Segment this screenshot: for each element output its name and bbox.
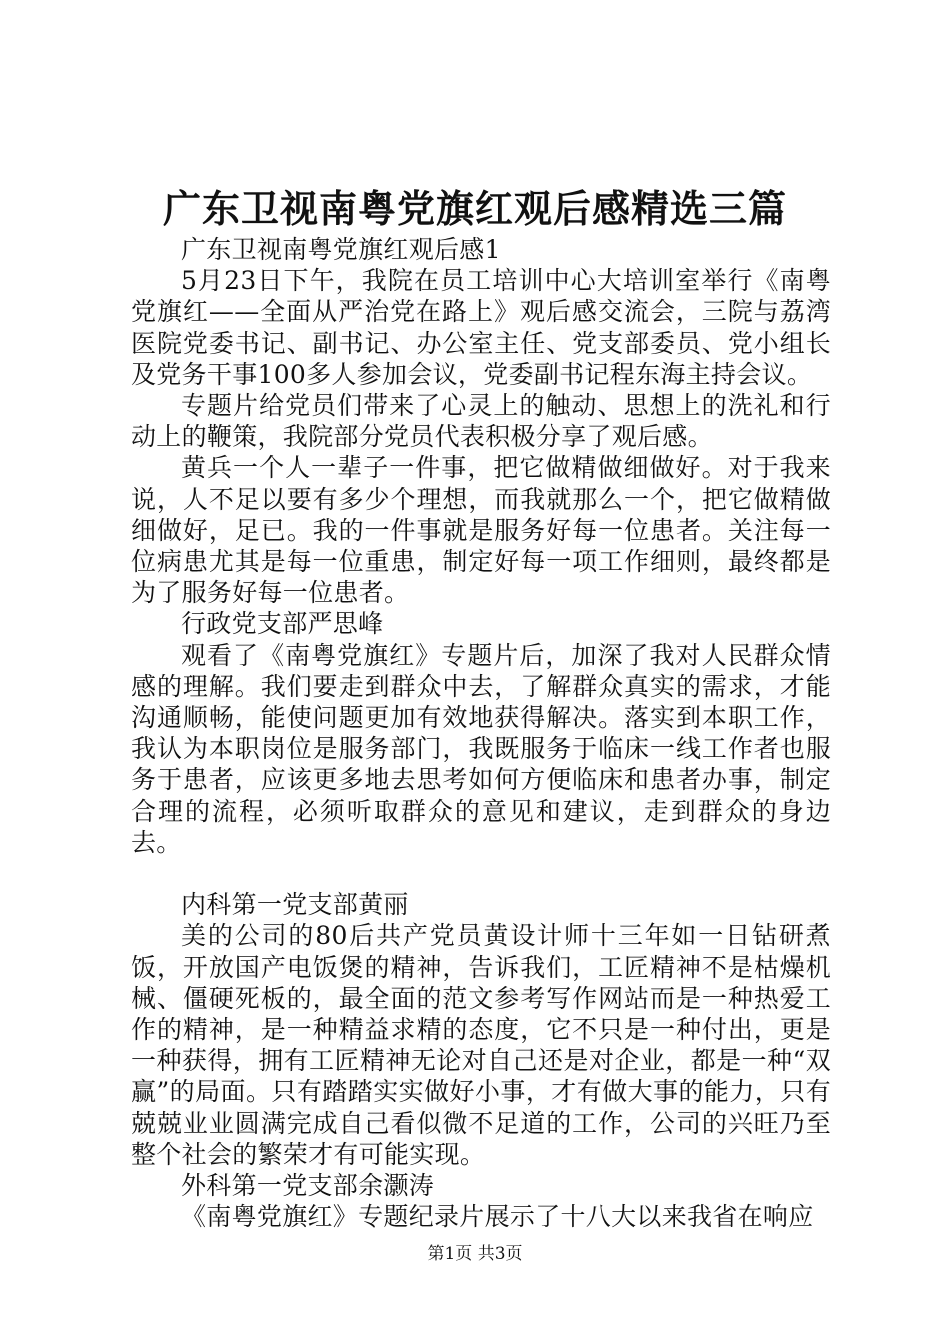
document-body [131,234,831,1232]
paragraph-craftsman-spirit: 美的公司的80后共产党员黄设计师十三年如一日钻研煮饭，开放国产电饭煲的精神，告诉我们，工匠精神不是枯燥机械、僵硬死板的，最全面的范文参考写作网站而是一种热爱工作的精神，是一种精益求精的态度，它不只是一种付出，更是一种获得，拥有工匠精神无论对自己还是对企业，都是一种“双赢”的局面。只有踏踏实实做好小事，才有做大事的能力，只有兢兢业业圆满完成自己看似微不足道的工作，公司的兴旺乃至整个社会的繁荣才有可能实现。 [131,921,831,1169]
author-line-huang-li: 内科第一党支部黄丽 [181,890,409,920]
author-line-yan: 行政党支部严思峰 [181,609,384,639]
section-heading-1: 广东卫视南粤党旗红观后感1 [181,235,501,264]
author-line-yu: 外科第一党支部余灏涛 [181,1171,435,1201]
paragraph-impact: 专题片给党员们带来了心灵上的触动、思想上的洗礼和行动上的鞭策，我院部分党员代表积极分享了观后感。 [131,391,831,452]
paragraph-huang-bing: 黄兵一个人一辈子一件事，把它做精做细做好。对于我来说，人不足以要有多少个理想，而我就那么一个，把它做精做细做好，足已。我的一件事就是服务好每一位患者。关注每一位病患尤其是每一位重患，制定好每一项工作细则，最终都是为了服务好每一位患者。 [131,453,831,608]
document-title: 广东卫视南粤党旗红观后感精选三篇 [162,186,787,231]
page-footer: 第1页 共3页 [427,1244,523,1264]
paragraph-meeting: 5月23日下午，我院在员工培训中心大培训室举行《南粤党旗红——全面从严治党在路上》观后感交流会，三院与荔湾医院党委书记、副书记、办公室主任、党支部委员、党小组长及党务干事100多人参加会议，党委副书记程东海主持会议。 [131,266,831,389]
paragraph-documentary: 《南粤党旗红》专题纪录片展示了十八大以来我省在响应 [181,1202,814,1232]
paragraph-people-feelings: 观看了《南粤党旗红》专题片后，加深了我对人民群众情感的理解。我们要走到群众中去，了解群众真实的需求，才能沟通顺畅，能使问题更加有效地获得解决。落实到本职工作，我认为本职岗位是服务部门，我既服务于临床一线工作者也服务于患者，应该更多地去思考如何方便临床和患者办事，制定合理的流程，必须听取群众的意见和建议，走到群众的身边去。 [131,640,831,857]
